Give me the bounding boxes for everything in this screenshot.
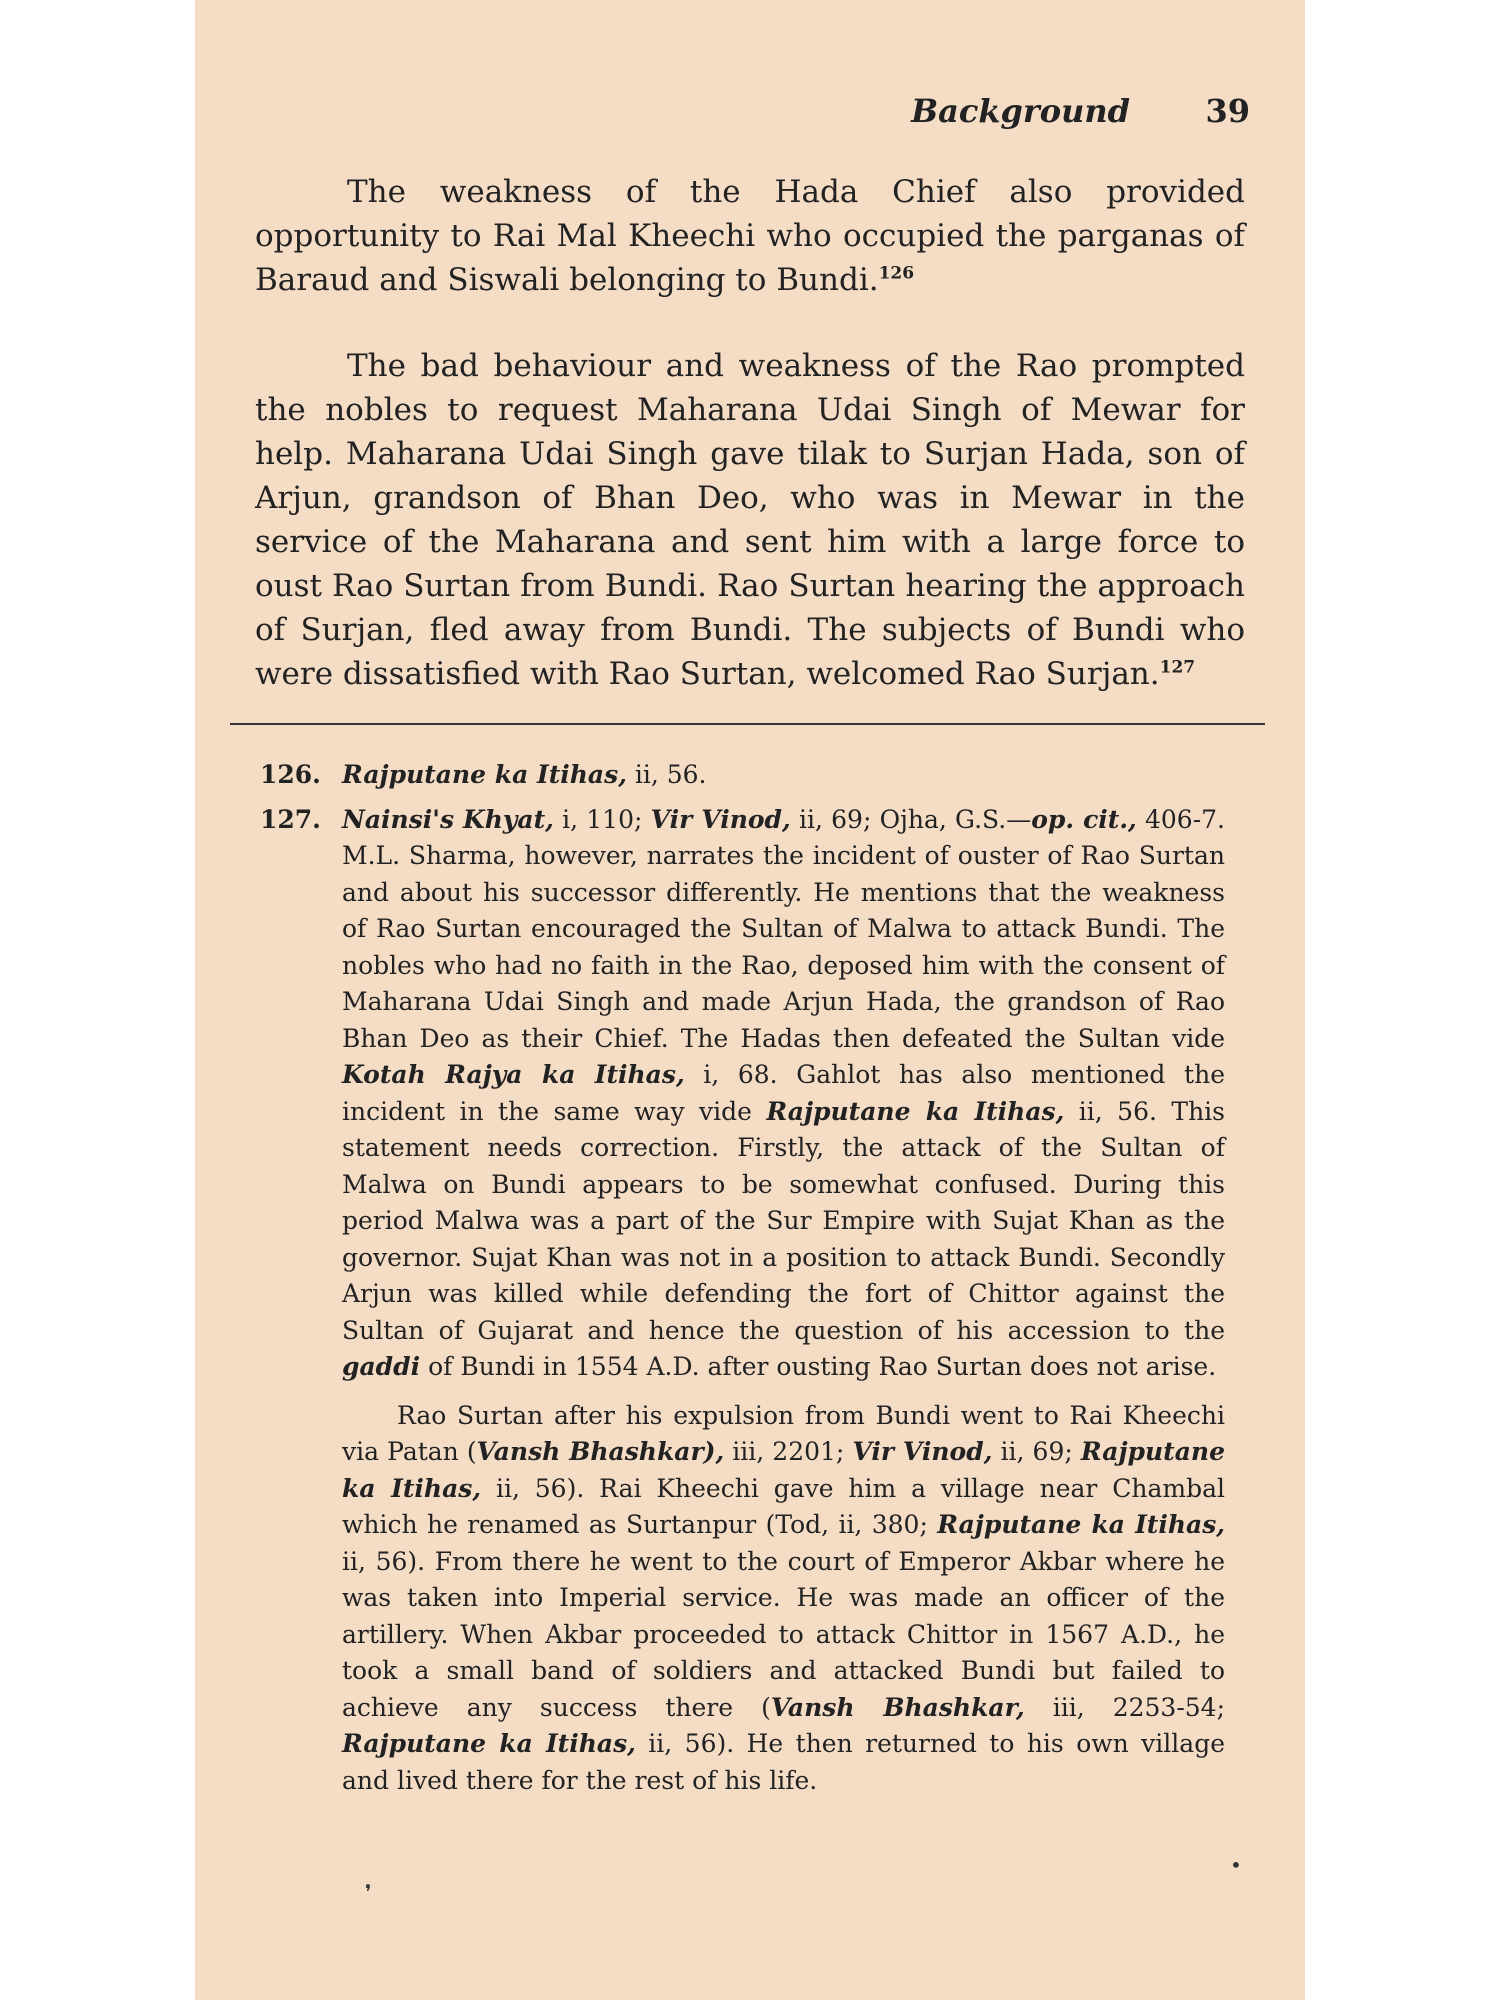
footnote-text: Rao Surtan after his expulsion from Bundi went to Rai Kheechi via Patan ( xyxy=(342,1400,1225,1466)
footnote-126 xyxy=(260,757,1225,794)
paragraph-2 xyxy=(255,344,1245,696)
running-head xyxy=(195,92,1260,134)
citation-title: Vansh Bhashkar), xyxy=(476,1437,725,1466)
citation-title: Vansh Bhashkar, xyxy=(770,1692,1025,1722)
citation-title: Rajputane ka Itihas, xyxy=(766,1096,1065,1126)
footnote-text: ii, 56). Rai Kheechi gave him a village near Chambal which he renamed as Surtanpur (Tod, ii, 380; xyxy=(342,1473,1225,1539)
citation-title: Vir Vinod, xyxy=(650,804,791,834)
footnote-text: iii, 2201; xyxy=(724,1437,853,1466)
footnotes xyxy=(260,757,1225,1799)
paragraph-1 xyxy=(255,170,1245,302)
footnote-127 xyxy=(260,802,1225,1386)
page-number: 39 xyxy=(1205,92,1250,130)
footnote-number: 126. xyxy=(260,760,321,789)
citation-title: Vir Vinod, xyxy=(852,1437,993,1466)
footnote-text: ii, 56. This statement needs correction. Firstly, the attack of the Sultan of Malwa on Bundi appears to be somewhat confused. During this period Malwa was a part of the Sur Empire with Sujat Khan as the governor. Sujat Khan was not in a position to attack Bundi. Secondly Arjun was killed while defending the fort of Chittor against the Sultan of Gujarat and hence the question of his accession to the xyxy=(342,1096,1225,1345)
citation-title: op. cit., xyxy=(1031,804,1137,834)
citation-title: gaddi xyxy=(342,1352,421,1381)
footnote-divider xyxy=(230,723,1265,725)
citation-title: Rajputane ka Itihas, xyxy=(342,760,627,789)
citation-title: Rajputane ka Itihas, xyxy=(937,1510,1225,1539)
main-text xyxy=(255,170,1245,738)
footnote-text: ii, 56). He then returned to his own village and lived there for the rest of his life. xyxy=(342,1729,1225,1795)
book-page xyxy=(195,0,1305,2000)
section-title: Background xyxy=(911,92,1130,130)
footnote-number: 127. xyxy=(260,804,321,834)
footnote-text: ii, 69; xyxy=(992,1437,1081,1466)
paragraph-2-text: The bad behaviour and weakness of the Rao prompted the nobles to request Maharana Udai Singh of Mewar for help. Maharana Udai Singh gave tilak to Surjan Hada, son of Arjun, grandson of Bhan Deo, who was in Mewar in the service of the Maharana and sent him with a large force to oust Rao Surtan from Bundi. Rao Surtan hearing the approach of Surjan, fled away from Bundi. The subjects of Bundi who were dissatisfied with Rao Surtan, welcomed Rao Surjan. xyxy=(255,348,1245,692)
footnote-text: ii, 56). From there he went to the court of Emperor Akbar where he was taken into Imperial service. He was made an officer of the artillery. When Akbar proceeded to attack Chittor in 1567 A.D., he took a small band of soldiers and attacked Bundi but failed to achieve any success there ( xyxy=(342,1546,1225,1722)
ink-dot: • xyxy=(1230,1853,1242,1877)
citation-title: Kotah Rajya ka Itihas, xyxy=(342,1060,685,1089)
note-ref-126: 126 xyxy=(878,263,915,284)
footnote-text: ii, 56. xyxy=(626,760,707,789)
ink-mark: ❜ xyxy=(365,1880,372,1904)
footnote-127-continuation xyxy=(260,1398,1225,1800)
citation-title: Rajputane ka Itihas, xyxy=(342,1437,1225,1503)
footnote-text: of Bundi in 1554 A.D. after ousting Rao Surtan does not arise. xyxy=(420,1352,1217,1381)
footnote-text: iii, 2253-54; xyxy=(1024,1692,1225,1722)
note-ref-127: 127 xyxy=(1159,657,1196,678)
footnote-text: i, 110; xyxy=(553,804,651,834)
footnote-text: ii, 69; Ojha, G.S.— xyxy=(790,804,1032,834)
citation-title: Rajputane ka Itihas, xyxy=(342,1729,636,1758)
footnote-text: 406-7. M.L. Sharma, however, narrates the incident of ouster of Rao Surtan and about his successor differently. He mentions that the weakness of Rao Surtan encouraged the Sultan of Malwa to attack Bundi. The nobles who had no faith in the Rao, deposed him with the consent of Maharana Udai Singh and made Arjun Hada, the grandson of Rao Bhan Deo as their Chief. The Hadas then defeated the Sultan vide xyxy=(342,804,1225,1053)
citation-title: Nainsi's Khyat, xyxy=(342,804,554,834)
footnote-text: i, 68. Gahlot has also mentioned the incident in the same way vide xyxy=(342,1060,1225,1126)
paragraph-1-text: The weakness of the Hada Chief also provided opportunity to Rai Mal Kheechi who occupied the parganas of Baraud and Siswali belonging to Bundi. xyxy=(255,174,1245,298)
